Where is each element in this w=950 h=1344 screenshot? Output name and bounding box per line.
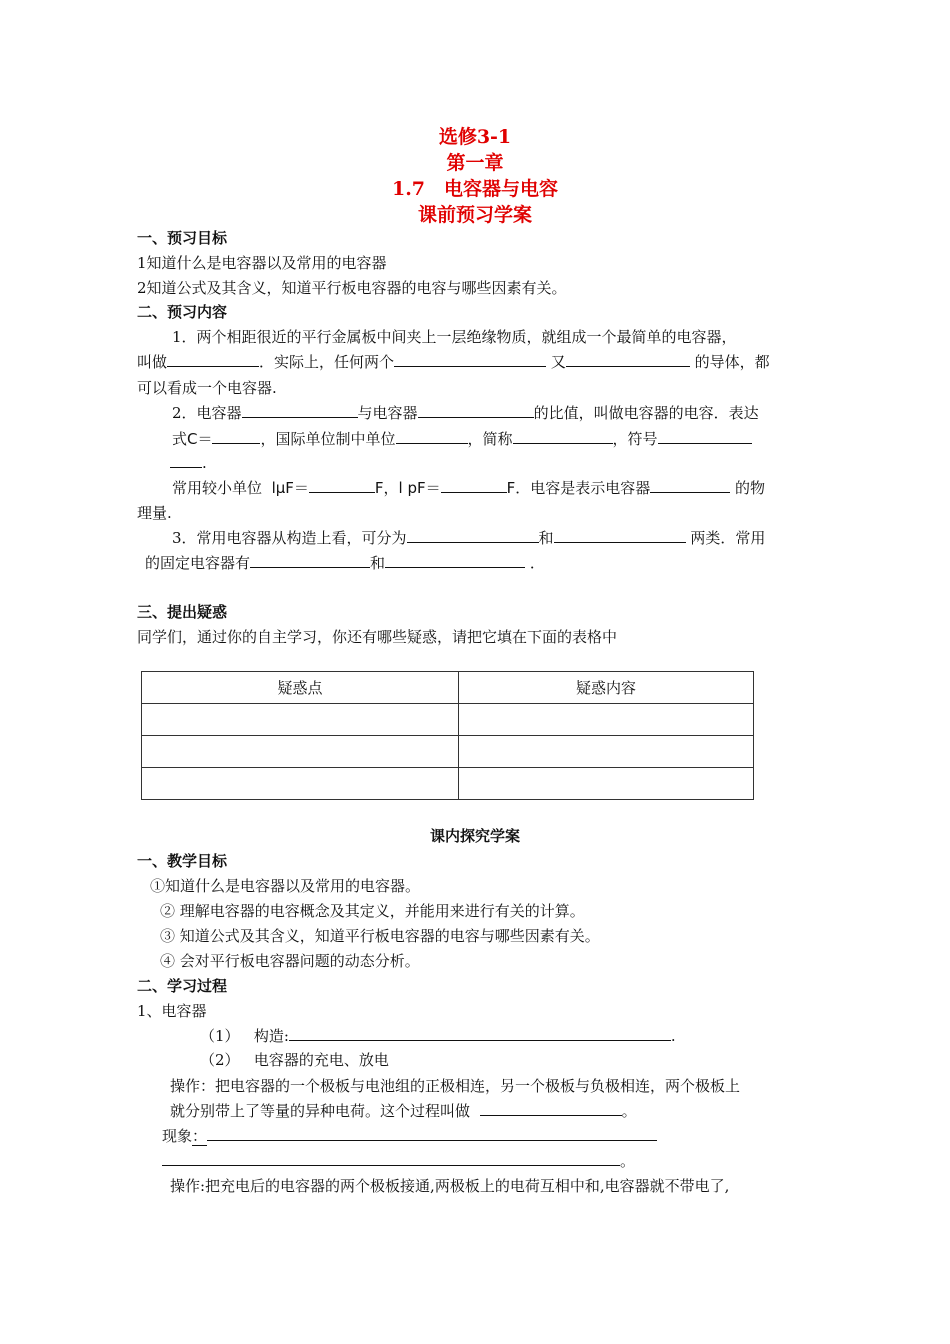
- blank-formula[interactable]: [212, 428, 260, 444]
- table-cell[interactable]: [459, 736, 754, 768]
- table-row: [142, 736, 754, 768]
- table-header-content: 疑惑内容: [459, 672, 754, 704]
- blank-uf[interactable]: [309, 477, 375, 493]
- blank-name[interactable]: [167, 351, 259, 367]
- para3-text-c: 两类．常用: [690, 529, 766, 547]
- title-section: 1.7 电容器与电容: [391, 178, 559, 200]
- para3-text-e: 和: [370, 554, 386, 572]
- para3-text-b: 和: [538, 529, 554, 547]
- para1-text-d: 的导体，都: [694, 353, 770, 371]
- blank-conductor-a[interactable]: [394, 351, 546, 367]
- para2-line3: [170, 452, 207, 472]
- para2-line1: [172, 402, 759, 423]
- goal-2: 2知道公式及其含义，知道平行板电容器的电容与哪些因素有关。: [137, 279, 567, 297]
- operation1-text: 就分别带上了等量的异种电荷。这个过程叫做: [170, 1102, 471, 1120]
- sub-charge-num: （2）: [200, 1051, 240, 1069]
- para2-text-a: 2．电容器: [172, 404, 242, 422]
- para2-text-h: .: [202, 454, 207, 472]
- para1-text-b: ．实际上，任何两个: [259, 353, 395, 371]
- para2-text-j: lμF＝: [271, 479, 309, 497]
- section-teaching-goals: 一、教学目标: [137, 852, 228, 870]
- phenomenon-colon: ：: [192, 1127, 208, 1145]
- blank-charging[interactable]: [480, 1100, 622, 1116]
- sub-structure-end: .: [670, 1027, 676, 1045]
- sub-structure: [200, 1025, 676, 1046]
- teaching-goal-3: ③ 知道公式及其含义，知道平行板电容器的电容与哪些因素有关。: [160, 927, 600, 945]
- para2-text-e: ，国际单位制中单位: [260, 430, 396, 448]
- para2-text-l: F．电容是表示电容器: [506, 479, 651, 497]
- para2-text-d: 式C＝: [172, 430, 213, 448]
- para1-line1: 1．两个相距很近的平行金属板中间夹上一层绝缘物质，就组成一个最简单的电容器，: [172, 328, 737, 346]
- operation2-line1: 操作:把充电后的电容器的两个极板接通,两极板上的电荷互相中和,电容器就不带电了,: [170, 1177, 730, 1195]
- questions-instruction: 同学们，通过你的自主学习，你还有哪些疑惑，请把它填在下面的表格中: [137, 628, 618, 646]
- table-cell[interactable]: [459, 768, 754, 800]
- section-preview-goals: 一、预习目标: [137, 229, 228, 247]
- goal-1: 1知道什么是电容器以及常用的电容器: [137, 254, 387, 272]
- item-capacitor: 1、电容器: [137, 1002, 207, 1020]
- table-cell[interactable]: [142, 736, 459, 768]
- blank-fixed-b[interactable]: [385, 552, 525, 568]
- phenomenon-end: 。: [620, 1152, 636, 1170]
- table-cell[interactable]: [142, 768, 459, 800]
- blank-phenomenon-b[interactable]: [162, 1150, 620, 1166]
- para3-text-d: 的固定电容器有: [145, 554, 251, 572]
- para2-text-m: 的物: [735, 479, 766, 497]
- inclass-title: 课内探究学案: [429, 827, 520, 845]
- blank-structure[interactable]: [289, 1025, 671, 1041]
- blank-type-a[interactable]: [407, 527, 539, 543]
- questions-table: [141, 671, 754, 800]
- section-questions: 三、提出疑惑: [137, 603, 228, 621]
- para3-text-f: ．: [529, 554, 545, 572]
- blank-unit[interactable]: [396, 428, 468, 444]
- phenomenon-line1: [162, 1125, 657, 1146]
- para2-line5: 理量.: [137, 504, 172, 522]
- para3-line1: [172, 527, 765, 548]
- operation1-end: 。: [621, 1102, 637, 1120]
- blank-abbrev[interactable]: [513, 428, 613, 444]
- table-row: [142, 704, 754, 736]
- title-chapter: 第一章: [446, 152, 504, 174]
- title-preview-plan: 课前预习学案: [417, 204, 532, 226]
- para3-text-a: 3．常用电容器从构造上看，可分为: [172, 529, 407, 547]
- sub-charge-discharge: [200, 1049, 389, 1070]
- para3-line2: [145, 552, 545, 573]
- blank-type-b[interactable]: [554, 527, 686, 543]
- section-learning-process: 二、学习过程: [137, 977, 228, 995]
- teaching-goal-2: ② 理解电容器的电容概念及其定义，并能用来进行有关的计算。: [160, 902, 585, 920]
- sub-charge-label: 电容器的充电、放电: [253, 1051, 389, 1069]
- para1-text-a: 叫做: [137, 353, 168, 371]
- blank-pf[interactable]: [441, 477, 507, 493]
- para2-text-c: 的比值，叫做电容器的电容．表达: [533, 404, 759, 422]
- para2-line4: [172, 477, 765, 498]
- blank-fixed-a[interactable]: [250, 552, 370, 568]
- phenomenon-label: 现象: [162, 1127, 193, 1145]
- para2-text-b: 与电容器: [357, 404, 418, 422]
- blank-physical[interactable]: [650, 477, 730, 493]
- para1-line3: 可以看成一个电容器.: [137, 379, 277, 397]
- blank-voltage[interactable]: [418, 402, 534, 418]
- table-header-row: [142, 672, 754, 704]
- para2-text-g: ，符号: [612, 430, 658, 448]
- table-cell[interactable]: [459, 704, 754, 736]
- teaching-goal-4: ④ 会对平行板电容器问题的动态分析。: [160, 952, 420, 970]
- blank-symbol-b[interactable]: [170, 452, 202, 468]
- para2-text-k: F，l pF＝: [374, 479, 441, 497]
- title-course: 选修3-1: [438, 126, 512, 148]
- operation1-line2: [170, 1100, 637, 1121]
- para2-line2: [172, 428, 752, 449]
- para1-text-c: 又: [550, 353, 566, 371]
- table-header-point: 疑惑点: [142, 672, 459, 704]
- para2-text-f: ，简称: [467, 430, 513, 448]
- operation1-line1: 操作：把电容器的一个极板与电池组的正极相连，另一个极板与负极相连，两个极板上: [170, 1077, 741, 1095]
- sub-structure-label: 构造:: [253, 1027, 289, 1045]
- blank-symbol-a[interactable]: [658, 428, 752, 444]
- blank-phenomenon-a[interactable]: [207, 1125, 657, 1141]
- section-preview-content: 二、预习内容: [137, 303, 228, 321]
- para2-text-i: 常用较小单位: [172, 479, 263, 497]
- phenomenon-line2: [162, 1150, 635, 1171]
- sub-structure-num: （1）: [200, 1027, 240, 1045]
- para1-line2: [137, 351, 770, 372]
- blank-conductor-b[interactable]: [566, 351, 690, 367]
- teaching-goal-1: ①知道什么是电容器以及常用的电容器。: [150, 877, 421, 895]
- table-row: [142, 768, 754, 800]
- table-cell[interactable]: [142, 704, 459, 736]
- blank-charge[interactable]: [242, 402, 358, 418]
